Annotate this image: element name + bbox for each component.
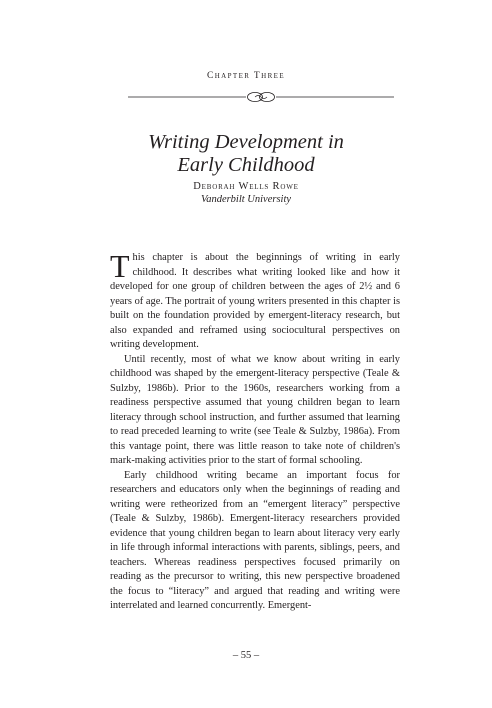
drop-cap: T (110, 248, 130, 284)
author-affiliation: Vanderbilt University (200, 194, 292, 205)
chapter-title (0, 131, 492, 177)
paragraph-1-text: his chapter is about the beginnings of writing in early childhood. It describes what writing looked like and how it developed for one group of children between the ages of 2½ and 6 years of age. The portrait of young writers presented in this chapter is built on the foundation provided by emergent-literacy research, but also expanded and reframed using sociocultural perspectives on writing development. (110, 252, 400, 351)
body-text (110, 248, 400, 614)
page-number: – 55 – (232, 650, 260, 661)
author-name: Deborah Wells Rowe (193, 181, 299, 192)
title-line-2: Early Childhood (177, 154, 315, 176)
chapter-label: Chapter Three (206, 71, 286, 81)
paragraph-1 (110, 248, 400, 353)
paragraph-2: Until recently, most of what we know about writing in early childhood was shaped by the emergent-literacy perspective (Teale & Sulzby, 1986b). Prior to the 1960s, researchers working from a readiness perspective assumed that young children began to learn literacy through school instruction, and further assumed that learning to read preceded learning to write (see Teale & Sulzby, 1986a). From this vantage point, there was little reason to take note of children's mark-making activities prior to the start of formal schooling. (110, 353, 400, 467)
title-line-1: Writing Development in (148, 131, 344, 153)
paragraph-3: Early childhood writing became an important focus for researchers and educators only when the beginnings of reading and writing were retheorized from an “emergent literacy” perspective (Teale & Sulzby, 1986b). Emergent-literacy researchers provided evidence that young children began to learn about literacy very early in life through informal interactions with parents, siblings, peers, and teachers. Whereas readiness perspectives focused primarily on reading as the precursor to writing, this new perspective broadened the focus to “literacy” and argued that reading and writing were interrelated and learned concurrently. Emergent- (110, 469, 400, 612)
ornament-divider-icon (128, 87, 394, 107)
